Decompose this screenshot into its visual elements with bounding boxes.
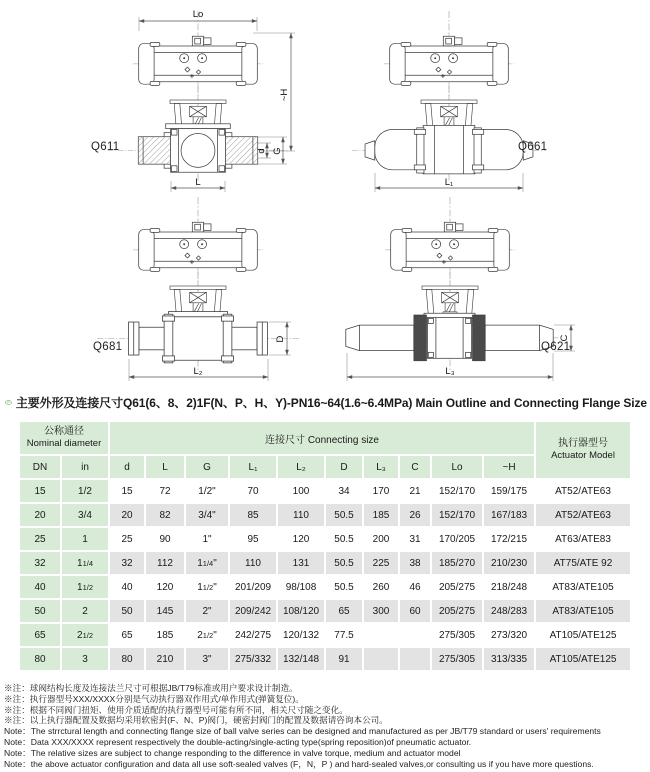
cell-l2: 100 <box>278 480 324 502</box>
cell-l2: 110 <box>278 504 324 526</box>
cell-g: 1/2" <box>186 480 228 502</box>
cell-c: 26 <box>400 504 430 526</box>
table-row <box>20 600 630 622</box>
dim-label-lo: Lo <box>192 9 204 20</box>
cell-dn: 65 <box>20 624 60 646</box>
cell-d: 40 <box>110 576 144 598</box>
table-row <box>20 576 630 598</box>
cell-d: 50 <box>110 600 144 622</box>
cell-lo: 152/170 <box>432 504 482 526</box>
cell-in: 11/2 <box>62 576 108 598</box>
cell-l1: 242/275 <box>230 624 276 646</box>
dim-label-d2: D <box>275 335 286 343</box>
cell-l2: 120 <box>278 528 324 550</box>
cell-d: 25 <box>110 528 144 550</box>
cell-h: 210/230 <box>484 552 534 574</box>
col-dn: DN <box>20 456 60 478</box>
cell-dd: 50.5 <box>326 528 362 550</box>
page-title: 主要外形及连接尺寸Q61(6、8、2)1F(N、P、H、Y)-PN16~64(1.6~6.4MPa) Main Outline and Connecting Flange Size <box>15 396 647 410</box>
cell-g: 21/2" <box>186 624 228 646</box>
cell-d: 32 <box>110 552 144 574</box>
cell-d: 15 <box>110 480 144 502</box>
cell-h: 248/283 <box>484 600 534 622</box>
col-lo: Lo <box>432 456 482 478</box>
dim-label-l3: L₃ <box>445 366 455 377</box>
note-line: Note：The relative sizes are subject to change responding to the difference in valve torque, medium and actuator model <box>4 747 461 758</box>
col-in: in <box>62 456 108 478</box>
cell-h: 273/320 <box>484 624 534 646</box>
table-header-groups <box>20 422 630 454</box>
cell-h: 159/175 <box>484 480 534 502</box>
cell-g: 2" <box>186 600 228 622</box>
cell-in: 3/4 <box>62 504 108 526</box>
cell-h: 172/215 <box>484 528 534 550</box>
cell-c: 31 <box>400 528 430 550</box>
note-line: ※注：执行器型号XXX/XXXX分别是气动执行器双作用式/单作用式(弹簧复位)。 <box>4 693 304 704</box>
cell-l3: 225 <box>364 552 398 574</box>
valve-drawing-q621 <box>345 193 650 385</box>
model-label-q681: Q681 <box>93 341 123 353</box>
cell-in: 2 <box>62 600 108 622</box>
cell-d: 20 <box>110 504 144 526</box>
cell-l2: 120/132 <box>278 624 324 646</box>
cell-c <box>400 624 430 646</box>
cell-l1: 275/332 <box>230 648 276 670</box>
col-l: L <box>146 456 184 478</box>
cell-l: 112 <box>146 552 184 574</box>
valve-drawing-q661 <box>352 5 647 195</box>
cell-l: 210 <box>146 648 184 670</box>
col-dd: D <box>326 456 362 478</box>
cell-l1: 110 <box>230 552 276 574</box>
cell-dd: 50.5 <box>326 504 362 526</box>
cell-lo: 275/305 <box>432 624 482 646</box>
cell-h: 167/183 <box>484 504 534 526</box>
col-g: G <box>186 456 228 478</box>
cell-lo: 275/305 <box>432 648 482 670</box>
cell-l3: 260 <box>364 576 398 598</box>
cell-l: 120 <box>146 576 184 598</box>
dim-label-l1: L₁ <box>444 177 454 188</box>
cell-dn: 20 <box>20 504 60 526</box>
cell-c <box>400 648 430 670</box>
cell-in: 1/2 <box>62 480 108 502</box>
header-nominal-diameter: 公称通径 Nominal diameter <box>20 422 108 454</box>
cell-g: 11/2" <box>186 576 228 598</box>
cell-l: 82 <box>146 504 184 526</box>
cell-l2: 132/148 <box>278 648 324 670</box>
cell-l2: 98/108 <box>278 576 324 598</box>
cell-g: 11/4" <box>186 552 228 574</box>
col-d: d <box>110 456 144 478</box>
cell-actuator: AT52/ATE63 <box>536 480 630 502</box>
note-line: ※注：根据不同阀门扭矩、使用介质适配的执行器型号可能有所不同，相关尺寸随之变化。 <box>4 704 348 715</box>
cell-l1: 95 <box>230 528 276 550</box>
dim-label-l2: L₂ <box>193 366 203 377</box>
cell-dn: 50 <box>20 600 60 622</box>
cell-dd: 34 <box>326 480 362 502</box>
cell-l: 90 <box>146 528 184 550</box>
dim-label-g: G <box>272 147 283 155</box>
cell-lo: 185/270 <box>432 552 482 574</box>
valve-drawing-q681 <box>55 193 355 385</box>
cell-g: 3/4" <box>186 504 228 526</box>
cell-l: 185 <box>146 624 184 646</box>
cell-in: 3 <box>62 648 108 670</box>
cell-l3: 200 <box>364 528 398 550</box>
dim-label-l: L <box>195 177 201 188</box>
dim-label-h: ~H <box>279 88 290 102</box>
cell-g: 1" <box>186 528 228 550</box>
cell-l1: 201/209 <box>230 576 276 598</box>
note-line: Note：Data XXX/XXXX represent respectively the double-acting/single-acting type(spring reposition)of pneumatic actuator. <box>4 736 472 747</box>
cell-in: 1 <box>62 528 108 550</box>
cell-h: 313/335 <box>484 648 534 670</box>
table-row <box>20 528 630 550</box>
note-line: Note：The strrctural length and connecting flange size of ball valve series can be designed and manufactured as per JB/T79 standard or users' requirements <box>4 726 601 737</box>
cell-actuator: AT63/ATE83 <box>536 528 630 550</box>
cell-l1: 209/242 <box>230 600 276 622</box>
cell-actuator: AT83/ATE105 <box>536 600 630 622</box>
cell-dd: 50.5 <box>326 576 362 598</box>
cell-dd: 50.5 <box>326 552 362 574</box>
cell-dd: 65 <box>326 600 362 622</box>
cell-dd: 77.5 <box>326 624 362 646</box>
valve-drawing-q611 <box>55 5 355 195</box>
table-row <box>20 504 630 526</box>
cell-actuator: AT105/ATE125 <box>536 648 630 670</box>
cell-dn: 32 <box>20 552 60 574</box>
header-connecting-size: 连接尺寸 Connecting size <box>110 422 534 454</box>
col-c: C <box>400 456 430 478</box>
cell-c: 38 <box>400 552 430 574</box>
cell-actuator: AT83/ATE105 <box>536 576 630 598</box>
cell-dn: 15 <box>20 480 60 502</box>
cell-l3: 170 <box>364 480 398 502</box>
model-label-q621: Q621 <box>541 341 571 353</box>
cell-in: 21/2 <box>62 624 108 646</box>
note-line: ※注：球阀结构长度及连接法兰尺寸可根据JB/T79标准或用户要求设计制造。 <box>4 683 298 693</box>
cell-dn: 25 <box>20 528 60 550</box>
col-l2: L₂ <box>278 456 324 478</box>
cell-actuator: AT105/ATE125 <box>536 624 630 646</box>
cell-c: 21 <box>400 480 430 502</box>
cell-l: 145 <box>146 600 184 622</box>
dimension-table-wrapper <box>18 420 632 672</box>
cell-g: 3" <box>186 648 228 670</box>
cell-l3 <box>364 648 398 670</box>
cell-d: 65 <box>110 624 144 646</box>
cell-lo: 205/275 <box>432 576 482 598</box>
cell-l3 <box>364 624 398 646</box>
cell-d: 80 <box>110 648 144 670</box>
note-line: Note：the above actuator configuration and data all use soft-sealed valves (F，N，P ) and hard-sealed valves,or consulting us if you have more questions. <box>4 758 594 769</box>
dim-label-d: d <box>256 148 267 154</box>
col-l3: L₃ <box>364 456 398 478</box>
cell-actuator: AT52/ATE63 <box>536 504 630 526</box>
cell-dn: 40 <box>20 576 60 598</box>
cell-actuator: AT75/ATE 92 <box>536 552 630 574</box>
col-h: ~H <box>484 456 534 478</box>
cell-l2: 108/120 <box>278 600 324 622</box>
dim-label-c: C <box>559 334 570 342</box>
table-body <box>20 480 630 670</box>
note-line: ※注：以上执行器配置及数据均采用软密封(F、N、P)阀门，硬密封阀门的配置及数据请咨询本公司。 <box>4 715 388 726</box>
table-row <box>20 552 630 574</box>
table-row <box>20 480 630 502</box>
cell-l1: 70 <box>230 480 276 502</box>
cell-lo: 170/205 <box>432 528 482 550</box>
cell-l3: 300 <box>364 600 398 622</box>
model-label-q661: Q661 <box>518 141 548 153</box>
cell-h: 218/248 <box>484 576 534 598</box>
cell-dn: 80 <box>20 648 60 670</box>
dimension-table <box>18 420 632 672</box>
cell-lo: 205/275 <box>432 600 482 622</box>
cell-in: 11/4 <box>62 552 108 574</box>
notes-list <box>4 683 648 769</box>
header-actuator-model: 执行器型号 Actuator Model <box>536 422 630 478</box>
cell-l1: 85 <box>230 504 276 526</box>
cell-c: 46 <box>400 576 430 598</box>
table-row <box>20 648 630 670</box>
cell-l3: 185 <box>364 504 398 526</box>
model-label-q611: Q611 <box>91 141 120 153</box>
cell-lo: 152/170 <box>432 480 482 502</box>
cell-l: 72 <box>146 480 184 502</box>
cell-l2: 131 <box>278 552 324 574</box>
brand-logo-icon <box>5 395 12 410</box>
cell-c: 60 <box>400 600 430 622</box>
section-title <box>5 394 647 411</box>
cell-dd: 91 <box>326 648 362 670</box>
table-row <box>20 624 630 646</box>
col-l1: L₁ <box>230 456 276 478</box>
